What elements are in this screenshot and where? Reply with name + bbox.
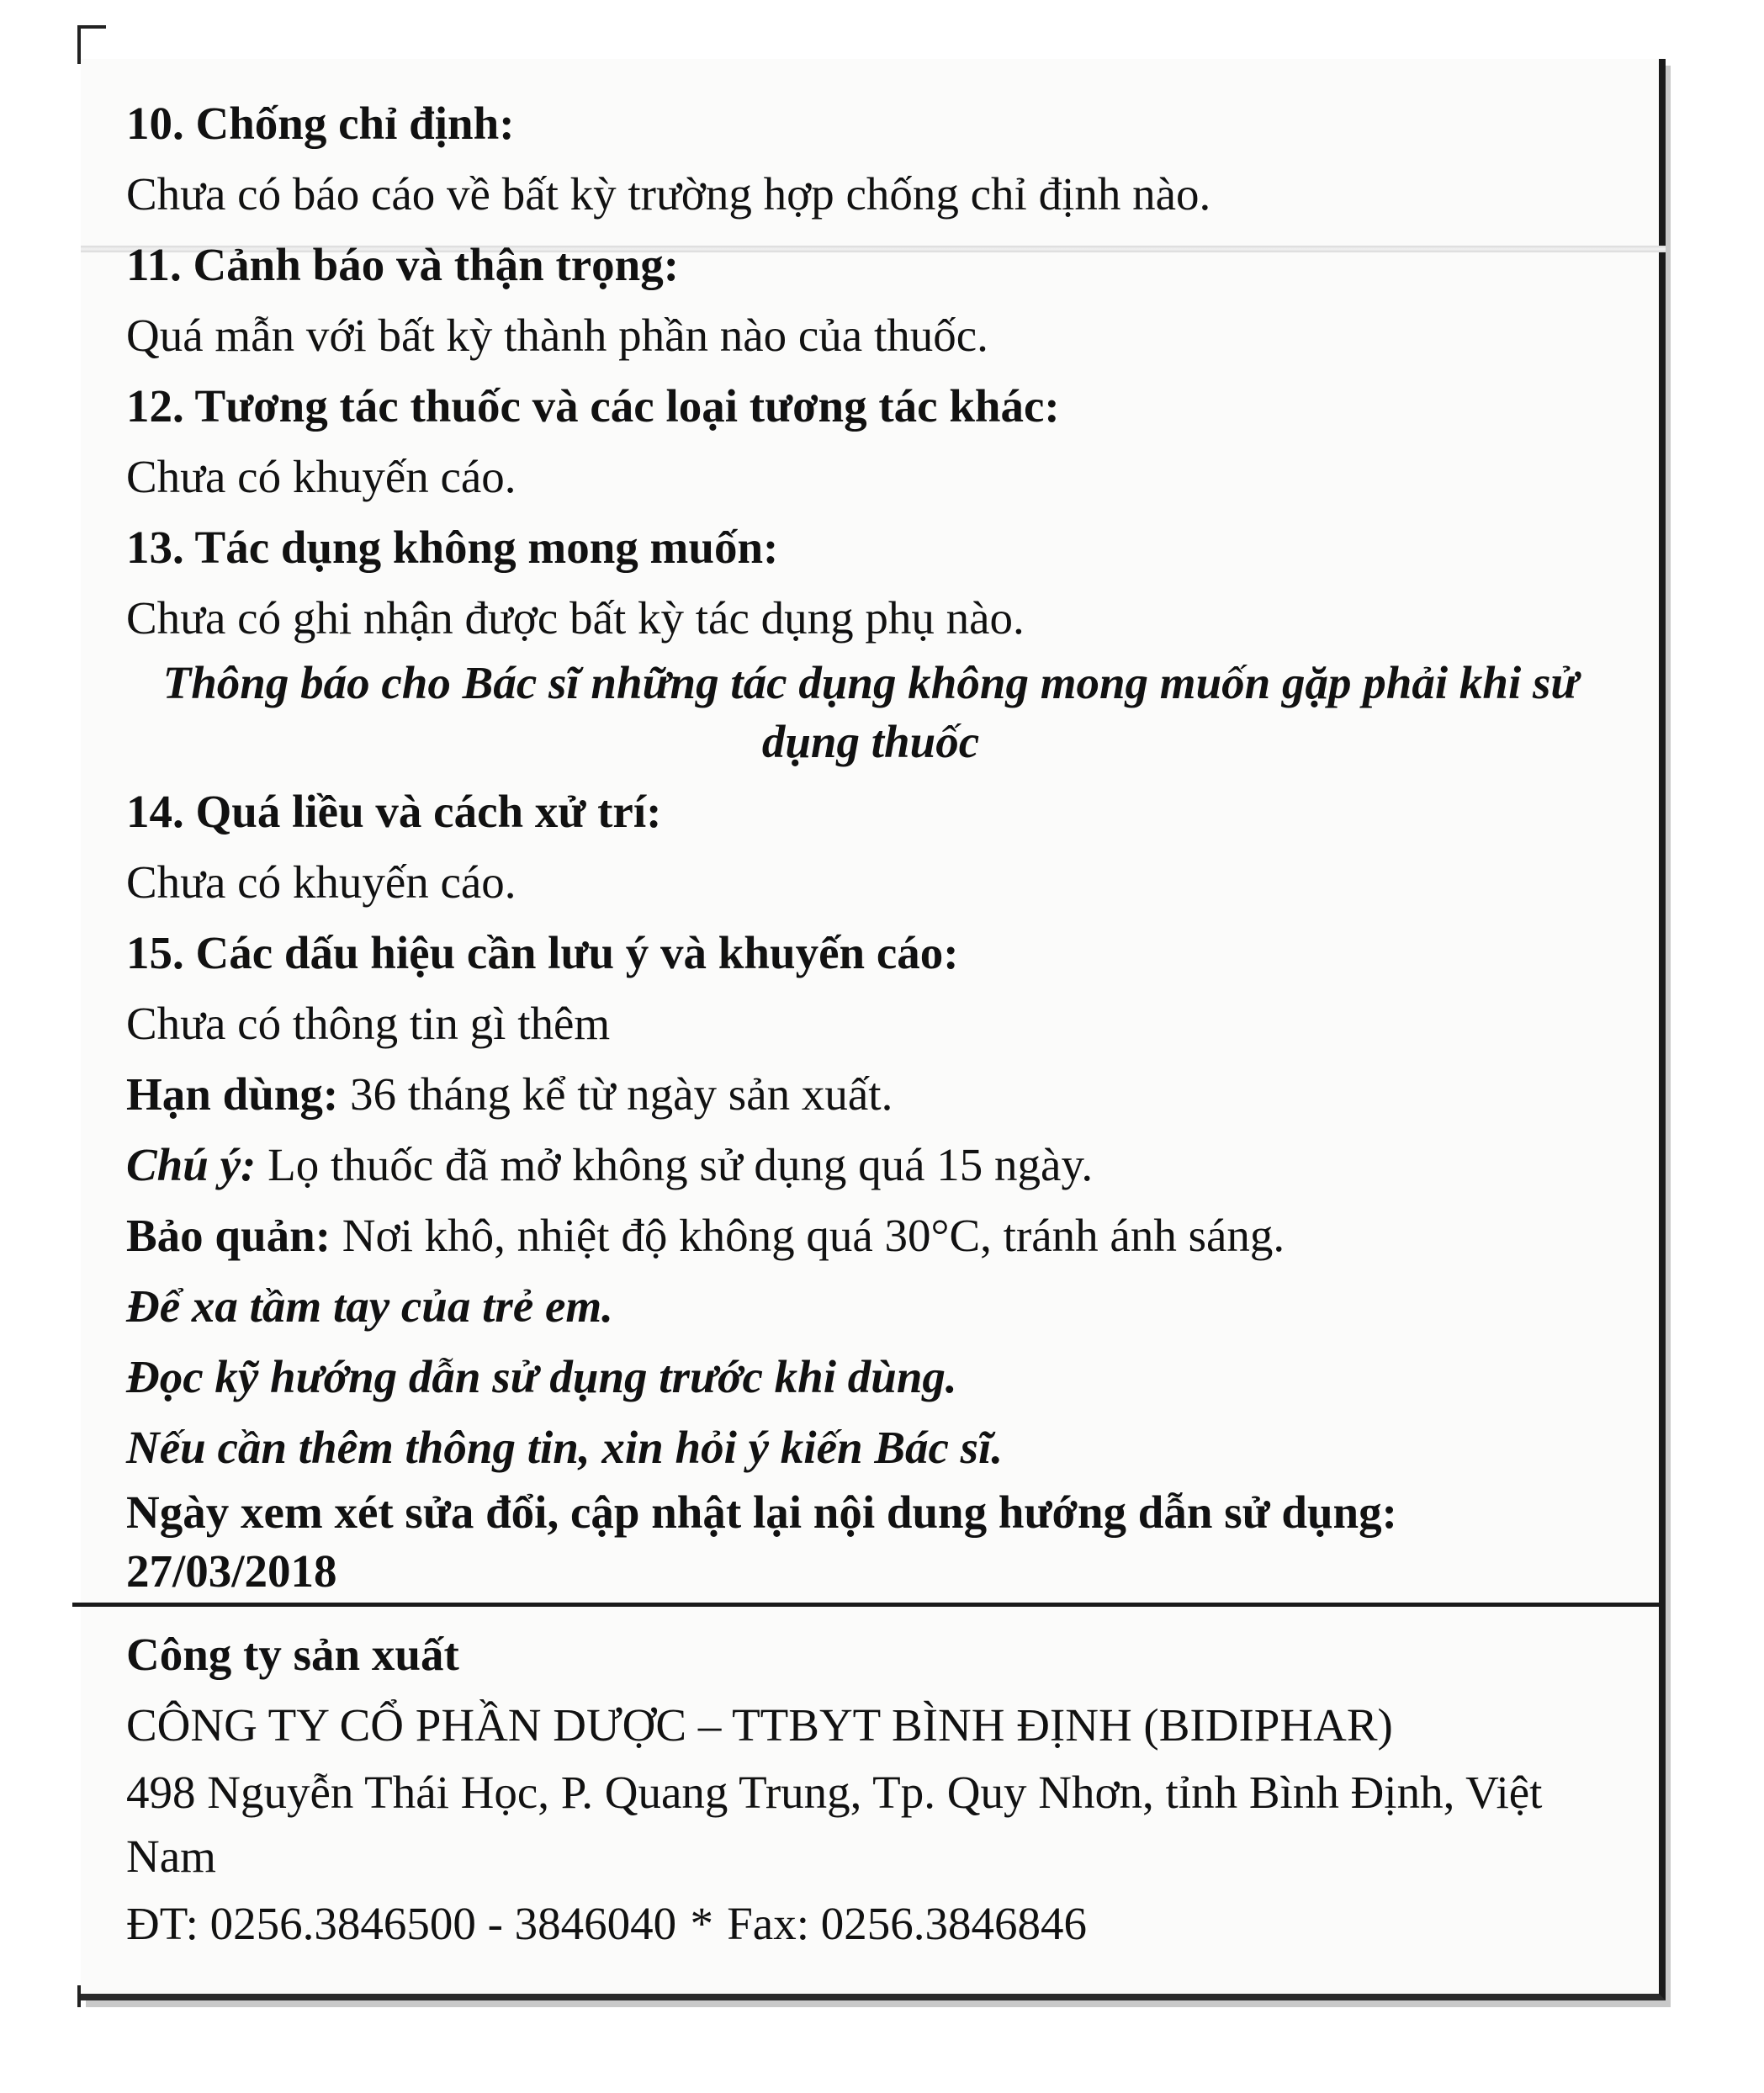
review-label: Ngày xem xét sửa đổi, cập nhật lại nội dung hướng dẫn sử dụng: (126, 1486, 1397, 1538)
manufacturer-contact (126, 1889, 1640, 1959)
storage-value: Nơi khô, nhiệt độ không quá 30°C, tránh ánh sáng. (331, 1210, 1285, 1261)
manufacturer-address: 498 Nguyễn Thái Học, P. Quang Trung, Tp. Quy Nhơn, tỉnh Bình Định, Việt Nam (126, 1767, 1543, 1882)
section-heading: 14. Quá liều và cách xử trí: (126, 786, 662, 837)
section-text: Chưa có khuyến cáo. (126, 451, 516, 502)
section-text: Chưa có ghi nhận được bất kỳ tác dụng phụ nào. (126, 592, 1025, 644)
leaflet-content (126, 88, 1632, 1601)
shelf-life-value: 36 tháng kể từ ngày sản xuất. (338, 1068, 893, 1120)
caution-label: Chú ý: (126, 1139, 257, 1190)
section-heading: 15. Các dấu hiệu cần lưu ý và khuyến cáo: (126, 927, 959, 978)
caution-value: Lọ thuốc đã mở không sử dụng quá 15 ngày. (256, 1139, 1094, 1190)
shelf-life (126, 1059, 1632, 1130)
contact-separator: * (690, 1898, 713, 1949)
section-heading: 11. Cảnh báo và thận trọng: (126, 239, 680, 290)
fax: Fax: 0256.3846846 (727, 1898, 1087, 1949)
manufacturer-block (126, 1619, 1640, 1959)
section-text: Chưa có báo cáo về bất kỳ trường hợp chống chỉ định nào. (126, 168, 1211, 220)
manufacturer-heading: Công ty sản xuất (126, 1629, 459, 1680)
section-text: Chưa có khuyến cáo. (126, 856, 516, 908)
review-date: 27/03/2018 (126, 1545, 337, 1597)
storage-label: Bảo quản: (126, 1210, 331, 1261)
warning-line: Để xa tầm tay của trẻ em. (126, 1280, 613, 1332)
section-text: Quá mẫn với bất kỳ thành phần nào của thuốc. (126, 310, 988, 361)
section-heading: 13. Tác dụng không mong muốn: (126, 522, 779, 573)
warning-line: Đọc kỹ hướng dẫn sử dụng trước khi dùng. (126, 1351, 957, 1402)
section-heading: 12. Tương tác thuốc và các loại tương tác khác: (126, 380, 1060, 432)
doctor-notice: Thông báo cho Bác sĩ những tác dụng không mong muốn gặp phải khi sử dụng thuốc (162, 657, 1579, 767)
manufacturer-name: CÔNG TY CỔ PHẦN DƯỢC – TTBYT BÌNH ĐỊNH (BIDIPHAR) (126, 1699, 1393, 1751)
shelf-life-label: Hạn dùng: (126, 1068, 339, 1120)
divider (72, 1603, 1662, 1607)
crop-mark (77, 25, 106, 29)
section-heading: 10. Chống chỉ định: (126, 98, 515, 149)
phone: ĐT: 0256.3846500 - 3846040 (126, 1898, 677, 1949)
caution (126, 1130, 1632, 1200)
warning-line: Nếu cần thêm thông tin, xin hỏi ý kiến Bác sĩ. (126, 1422, 1004, 1473)
section-text: Chưa có thông tin gì thêm (126, 998, 611, 1049)
storage (126, 1200, 1632, 1271)
